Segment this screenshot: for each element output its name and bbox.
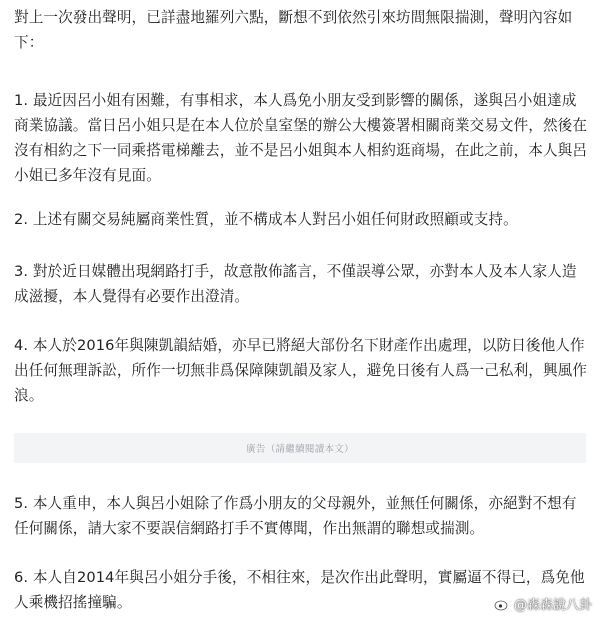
watermark: [494, 594, 592, 613]
ad-label: 廣告（請繼續閱讀本文）: [246, 444, 354, 455]
statement-point-1: 1. 最近因呂小姐有困難，有事相求，本人爲免小朋友受到影響的關係，遂與呂小姐達成商業協議。當日呂小姐只是在本人位於皇室堡的辦公大樓簽署相關商業交易文件，然後在沒有相約之下一同乘搭電梯離去，並不是呂小姐與本人相約逛商場，在此之前，本人與呂小姐已多年沒有見面。: [14, 92, 588, 184]
watermark-text: @森森說八卦: [513, 598, 592, 613]
statement-point-5: 5. 本人重申，本人與呂小姐除了作爲小朋友的父母親外，並無任何關係，亦絕對不想有任何關係，請大家不要誤信網路打手不實傳聞，作出無謂的聯想或揣測。: [14, 495, 577, 537]
statement-point-3: 3. 對於近日媒體出現網路打手，故意散佈謠言，不僅誤導公眾，亦對本人及本人家人造成滋擾，本人覺得有必要作出澄清。: [14, 263, 577, 305]
advertisement-slot[interactable]: [14, 433, 586, 463]
statement-point-6: 6. 本人自2014年與呂小姐分手後，不相往來，是次作出此聲明，實屬逼不得已，爲免他人乘機招搖撞騙。: [14, 569, 585, 611]
statement-point-2: 2. 上述有關交易純屬商業性質，並不構成本人對呂小姐任何財政照顧或支持。: [14, 211, 518, 228]
statement-point-4: 4. 本人於2016年與陳凱韻結婚，亦早已將絕大部份名下財產作出處理，以防日後他人作出任何無理訴訟，所作一切無非爲保障陳凱韻及家人，避免日後有人爲一己私利，興風作浪。: [14, 337, 588, 404]
intro-paragraph: 對上一次發出聲明，已詳盡地羅列六點，斷想不到依然引來坊間無限揣測，聲明內容如下：: [14, 9, 573, 51]
weibo-logo-icon: [494, 596, 510, 612]
